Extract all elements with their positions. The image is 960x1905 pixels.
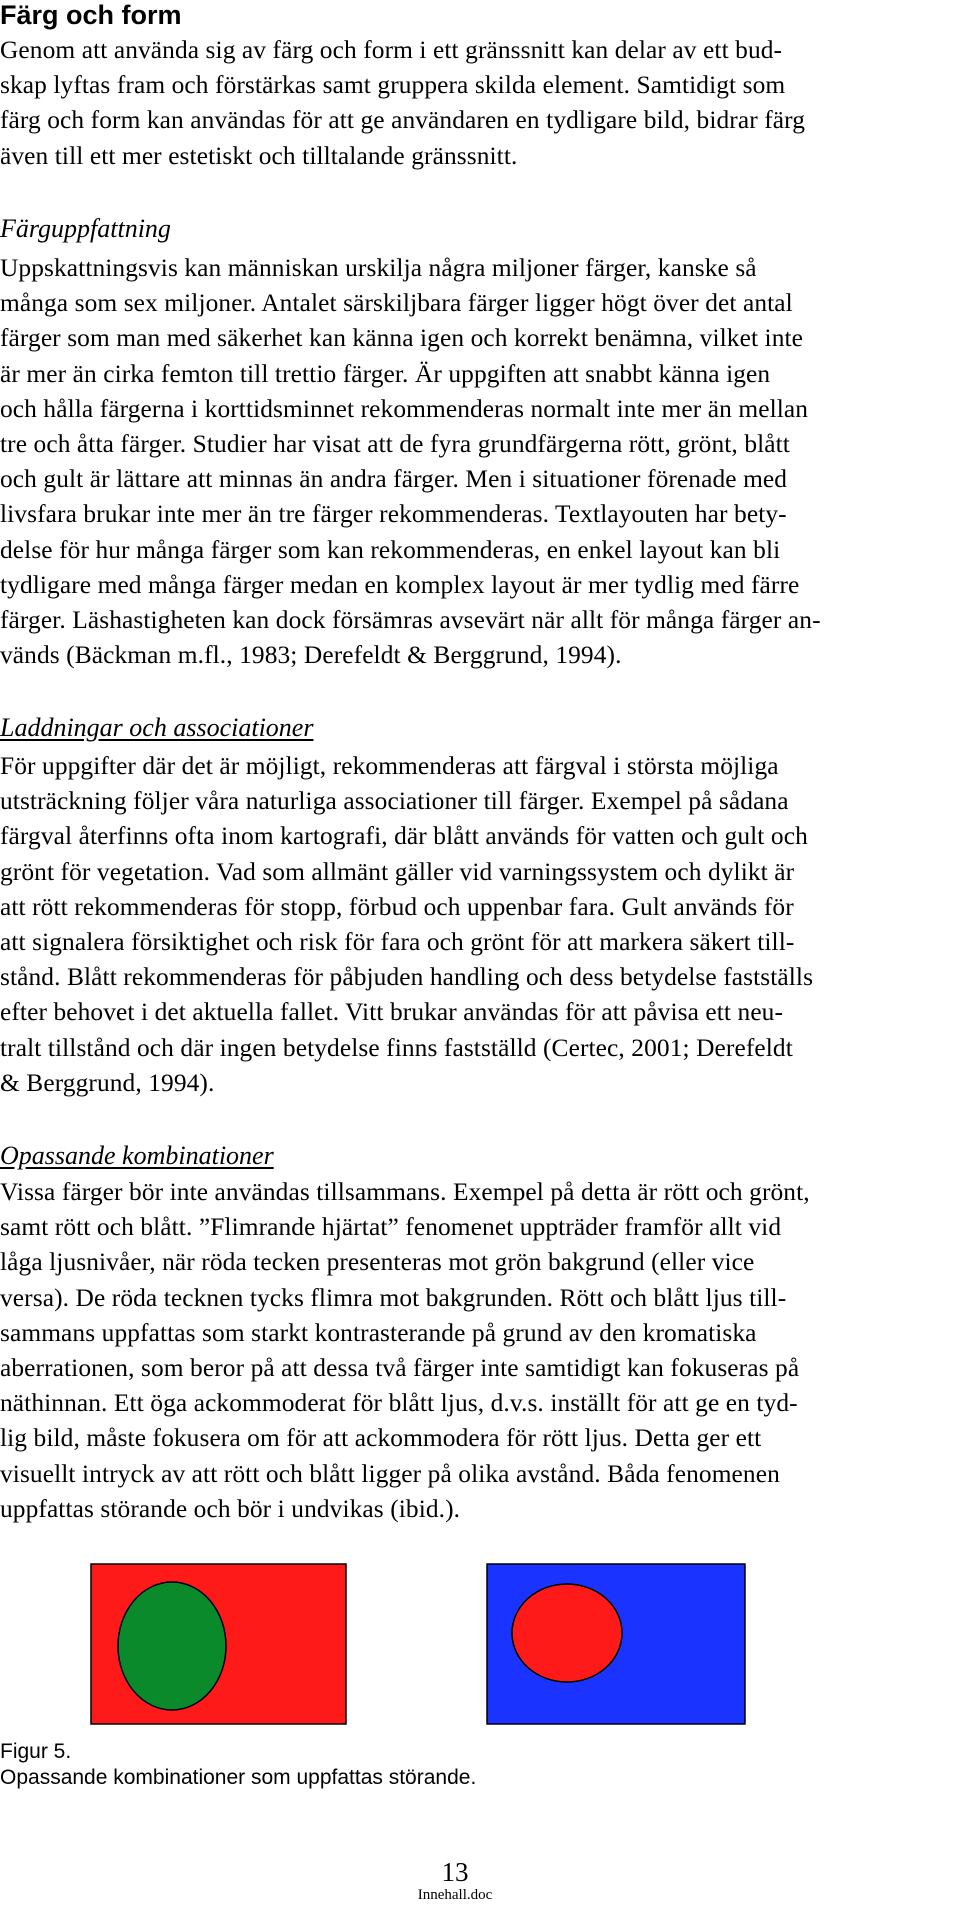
green-circle [118,1582,226,1710]
red-circle [512,1584,622,1682]
intro-paragraph: Genom att använda sig av färg och form i ett gränssnitt kan delar av ett bud- skap lyftas fram och förstärkas samt gruppera skilda element. Samtidigt som färg och form kan användas för att ge användaren en tydligare bild, bidrar färg även till ett mer estetiskt och tilltalande gränssnitt. [0,36,806,170]
heading-opassande: Opassande kombinationer [0,1141,274,1170]
paragraph-laddningar: För uppgifter där det är möjligt, rekommenderas att färgval i största möjliga utsträckning följer våra naturliga associationer till färger. Exempel på sådana färgval återfinns ofta inom kartografi, där blått används för vatten och gult och grönt för vegetation. Vad som allmänt gäller vid varningssystem och dylikt är att rött rekommenderas för stopp, förbud och uppenbar fara. Gult används för att signalera försiktighet och risk för fara och grönt för att markera säkert till- stånd. Blått rekommenderas för påbjuden handling och dess betydelse fastställs efter behovet i det aktuella fallet. Vitt brukar användas för att påvisa ett neu- tralt tillstånd och där ingen betydelse finns fastställd (Certec, 2001; Derefeldt & Berggrund, 1994). [0,752,814,1097]
footer-file-name: Innehall.doc [417,1887,493,1903]
heading-farguppfattning: Färguppfattning [0,214,171,243]
section-title: Färg och form [0,0,182,30]
heading-laddningar: Laddningar och associationer [0,713,314,742]
page-number: 13 [441,1857,469,1887]
figure-label: Figur 5. [0,1740,72,1763]
figure-caption: Opassande kombinationer som uppfattas störande. [0,1766,477,1789]
paragraph-farguppfattning: Uppskattningsvis kan människan urskilja några miljoner färger, kanske så många som sex miljoner. Antalet särskiljbara färger ligger högt över det antal färger som man med säkerhet kan känna igen och korrekt benämna, vilket inte är mer än cirka femton till trettio färger. Är uppgiften att snabbt känna igen och hålla färgerna i korttidsminnet rekommenderas normalt inte mer än mellan tre och åtta färger. Studier har visat att de fyra grundfärgerna rött, grönt, blått och gult är lättare att minnas än andra färger. Men i situationer förenade med livsfara brukar inte mer än tre färger rekommenderas. Textlayouten har bety- delse för hur många färger som kan rekommenderas, en enkel layout kan bli tydligare med många färger medan en komplex layout är mer tydlig med färre färger. Läshastigheten kan dock försämras avsevärt när allt för många färger an- vänds (Bäckman m.fl., 1983; Derefeldt & Berggrund, 1994). [0,254,821,670]
figure-illustration [0,1560,960,1730]
figure-color-combinations [0,1560,960,1730]
paragraph-opassande: Vissa färger bör inte användas tillsammans. Exempel på detta är rött och grönt, samt rött och blått. ”Flimrande hjärtat” fenomenet uppträder framför allt vid låga ljusnivåer, när röda tecken presenteras mot grön bakgrund (eller vice versa). De röda tecknen tycks flimra mot bakgrunden. Rött och blått ljus till- sammans uppfattas som starkt kontrasterande på grund av den kromatiska aberrationen, som beror på att dessa två färger inte samtidigt kan fokuseras på näthinnan. Ett öga ackommoderat för blått ljus, d.v.s. inställt för att ge en tyd- lig bild, måste fokusera om för att ackommodera för rött ljus. Detta ger ett visuellt intryck av att rött och blått ligger på olika avstånd. Båda fenomenen uppfattas störande och bör i undvikas (ibid.). [0,1178,810,1523]
